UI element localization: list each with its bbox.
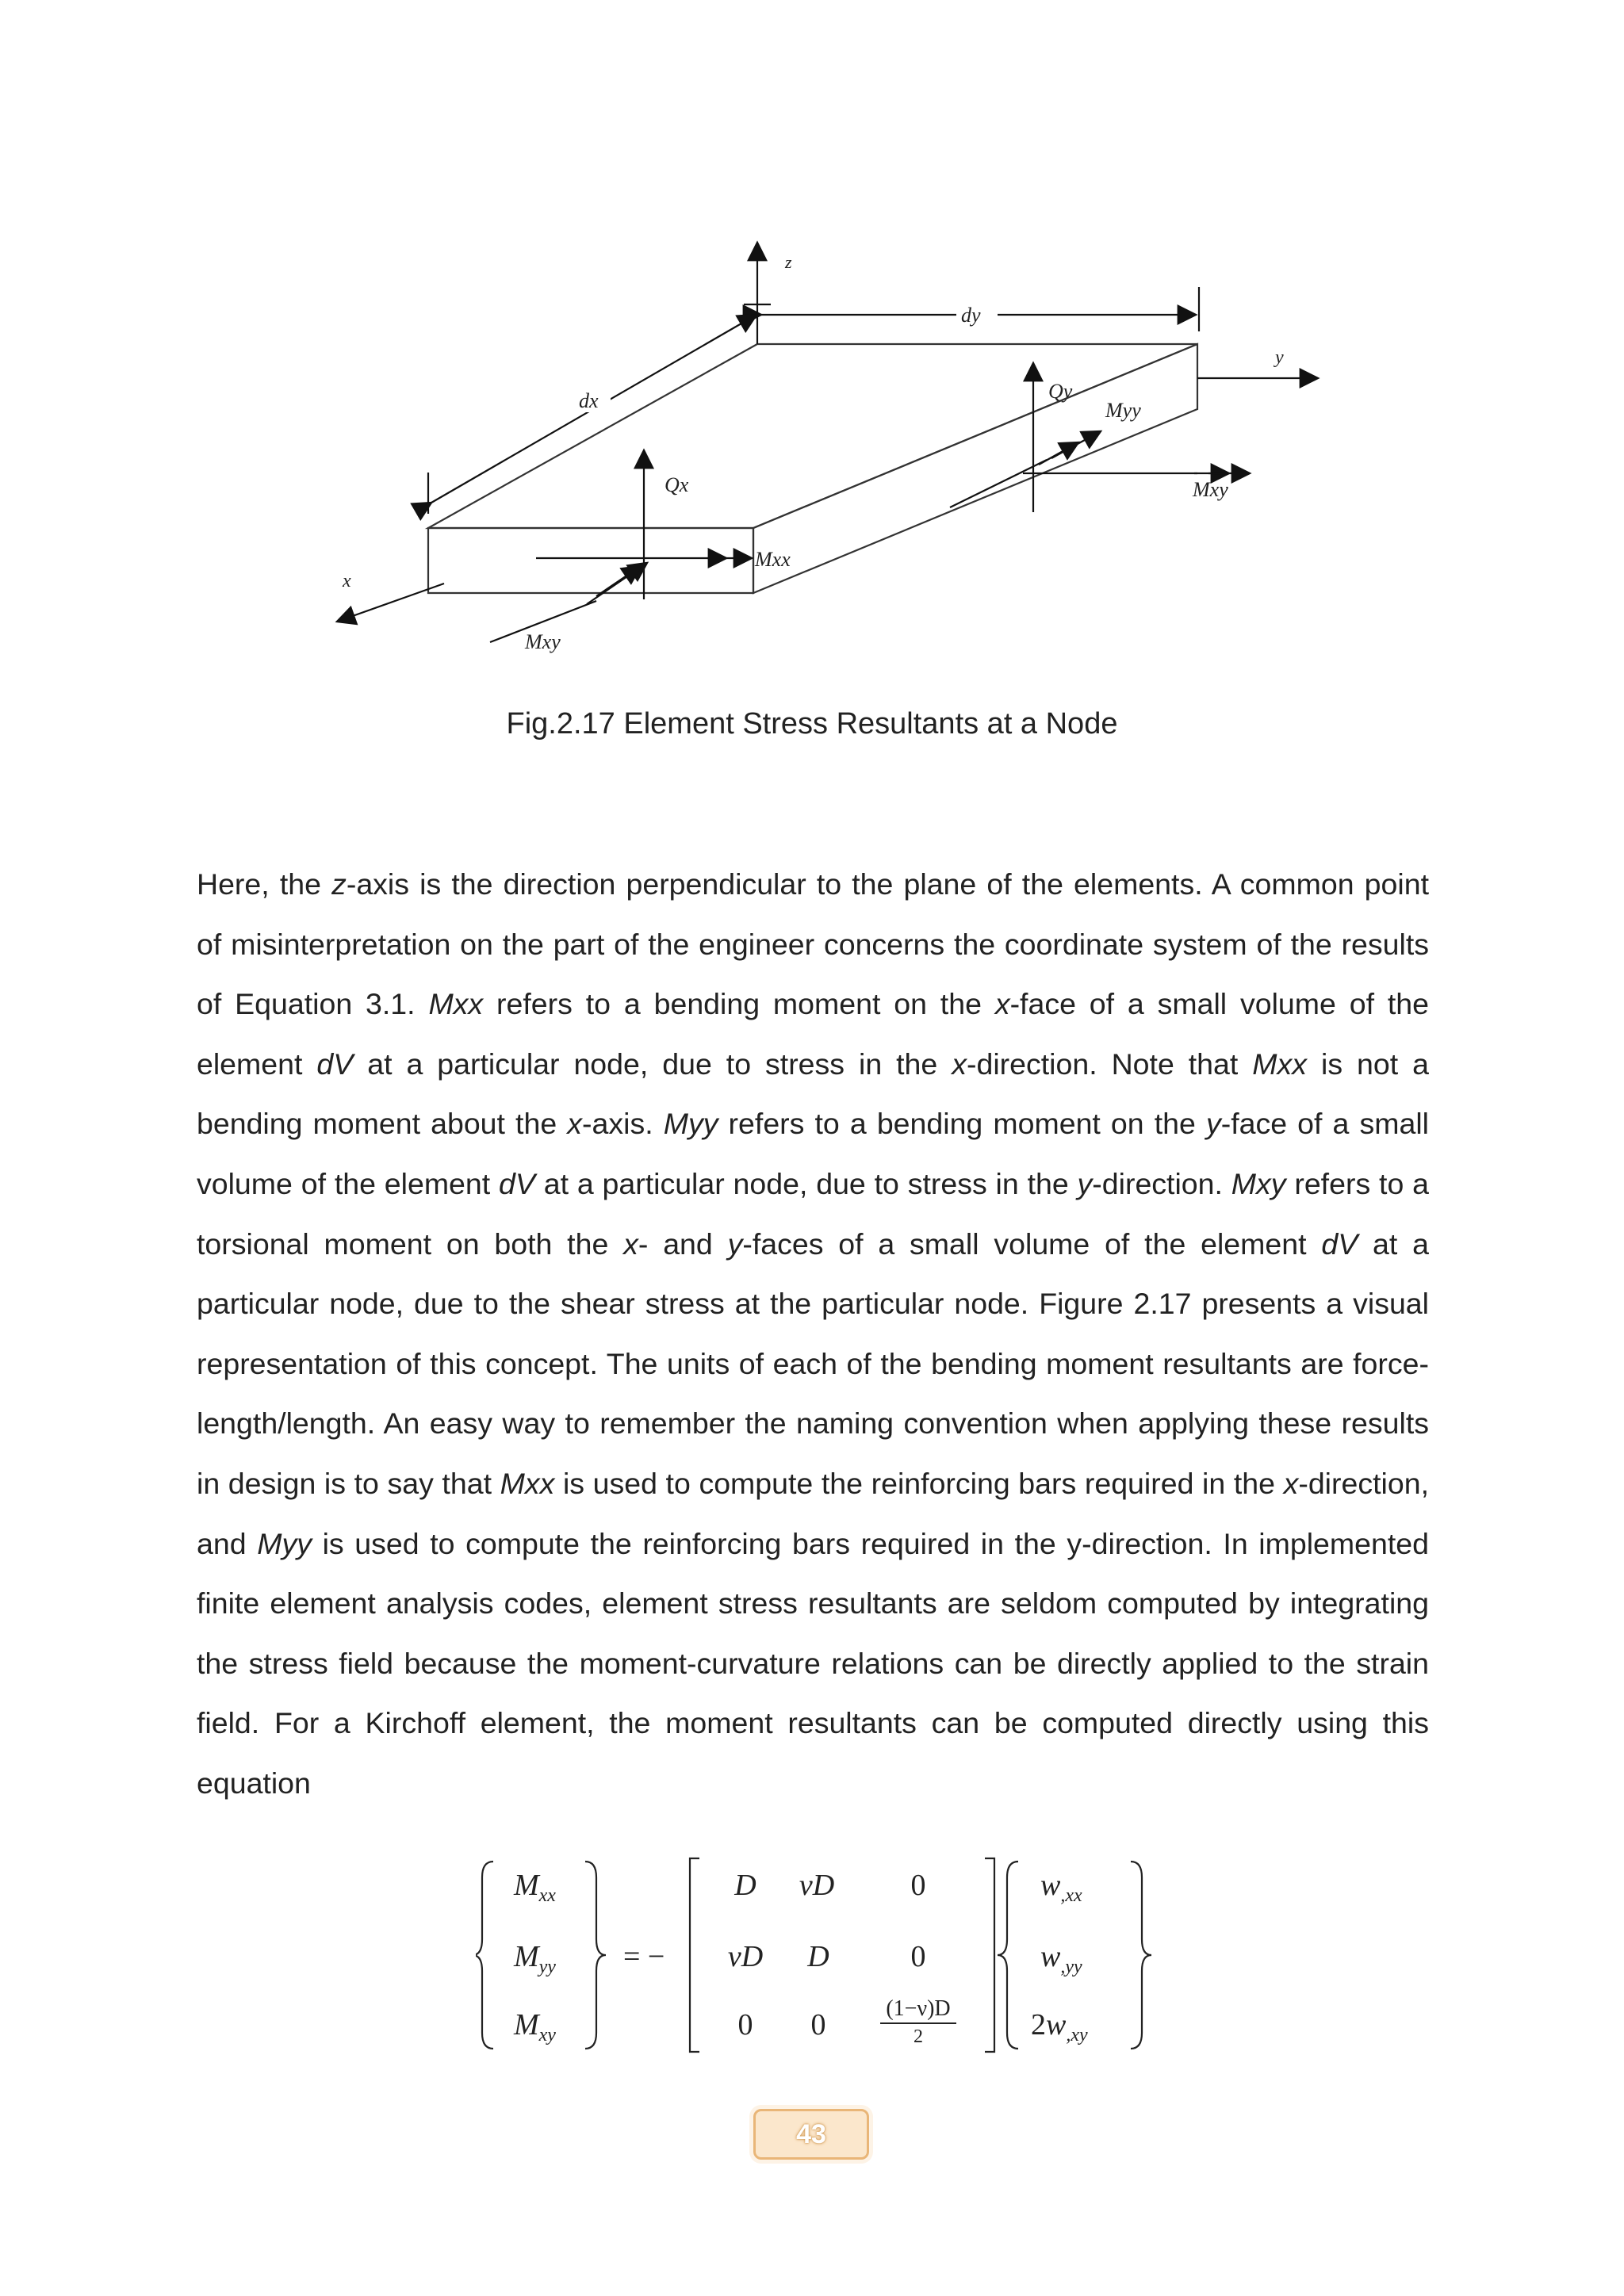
matrix-cell-2-0: 0 (737, 2008, 753, 2042)
text-run: is not a bending moment about the (197, 1047, 1429, 1141)
italic-term: Myy (257, 1526, 312, 1560)
plate-front-face (428, 528, 753, 593)
mxy-front-arrow (587, 563, 647, 604)
page-number-badge (753, 2109, 869, 2160)
body-paragraph (197, 855, 1429, 1814)
matrix-cell-2-2-fraction (880, 1996, 956, 2047)
mxx-label: Mxx (755, 548, 791, 571)
italic-term: x (623, 1226, 638, 1261)
matrix-cell-2-1: 0 (810, 2008, 826, 2042)
italic-term: y (1205, 1107, 1221, 1141)
text-run: at a particular node, due to stress in the (353, 1047, 952, 1081)
text-run: - and (638, 1226, 728, 1261)
italic-term: Mxx (500, 1466, 555, 1500)
text-run: at a particular node, due to the shear stress at the particular node. Figure 2.17 presents a visual representation of this concept. The units of each of the bending moment resultants are force-length/length. An easy way to remember the naming convention when applying these results in design is to say that (197, 1226, 1430, 1500)
matrix-cell-1-2: 0 (910, 1940, 926, 1973)
text-run: -face of a small volume of the element (197, 987, 1430, 1081)
matrix-cell-1-1: D (807, 1940, 829, 1973)
italic-term: dV (499, 1166, 535, 1200)
lhs-myy: $M_{yy}$ (514, 1940, 556, 1977)
plate-right-face (753, 344, 1197, 593)
italic-term: x (994, 987, 1010, 1021)
matrix-left-bracket (690, 1858, 699, 2052)
qx-label: Qx (665, 473, 689, 496)
italic-term: Mxx (428, 987, 484, 1021)
text-run: -face of a small volume of the element (197, 1107, 1430, 1200)
page-number: 43 (796, 2119, 826, 2149)
text-run: Here, the (197, 867, 332, 901)
stress-resultants-figure (317, 230, 1348, 674)
rhs-left-brace (998, 1862, 1018, 2049)
y-label: y (1275, 347, 1284, 368)
italic-term: Myy (663, 1107, 718, 1141)
text-run: -axis. (582, 1107, 664, 1141)
text-run: refers to a torsional moment on both the (197, 1166, 1429, 1261)
myy-line (950, 460, 1047, 507)
moment-resultant-equation (476, 1847, 1158, 2063)
italic-term: x (567, 1107, 583, 1141)
italic-term: y (1077, 1166, 1093, 1200)
text-run: -direction. Note that (966, 1047, 1253, 1081)
text-run: -direction. (1092, 1166, 1231, 1200)
text-run: refers to a bending moment on the (483, 987, 995, 1021)
italic-term: Mxx (1252, 1047, 1308, 1081)
fraction-denominator: 2 (914, 2026, 923, 2047)
dy-label: dy (961, 304, 981, 327)
mxy-right-label: Mxy (1193, 478, 1228, 501)
z-label: z (785, 252, 792, 272)
lhs-right-brace (585, 1862, 606, 2049)
italic-term: x (1283, 1466, 1299, 1500)
matrix-right-bracket (985, 1858, 994, 2052)
plate-top-face (428, 344, 1197, 528)
italic-term: dV (1321, 1226, 1358, 1261)
italic-term: Mxy (1231, 1166, 1286, 1200)
rhs-w-xx: $w_{,xx}$ (1040, 1869, 1082, 1906)
lhs-mxy: $M_{xy}$ (514, 2008, 556, 2045)
text-run: refers to a bending moment on the (718, 1107, 1206, 1141)
lhs-left-brace (476, 1862, 493, 2049)
x-axis (337, 584, 444, 622)
italic-term: dV (316, 1047, 354, 1081)
equals-minus-sign: = − (623, 1940, 665, 1973)
matrix-cell-0-2: 0 (910, 1869, 926, 1902)
matrix-cell-0-0: D (734, 1869, 756, 1902)
rhs-w-yy: $w_{,yy}$ (1040, 1940, 1082, 1977)
dx-label: dx (579, 389, 599, 412)
text-run: is used to compute the reinforcing bars required in the y-direction. In implemented finite element analysis codes, element stress resultants are seldom computed by integrating the stress field because the moment-curvature relations can be directly applied to the strain field. For a Kirchoff element, the moment resultants can be computed directly using this equation (197, 1526, 1429, 1800)
text-run: at a particular node, due to stress in the (534, 1166, 1078, 1200)
myy-label: Myy (1105, 399, 1141, 422)
qy-label: Qy (1048, 380, 1073, 403)
x-label: x (343, 571, 351, 591)
italic-term: x (952, 1047, 967, 1081)
text-run: -faces of a small volume of the element (742, 1226, 1322, 1261)
text-run: is used to compute the reinforcing bars required in the (554, 1466, 1284, 1500)
lhs-mxx: $M_{xx}$ (514, 1869, 556, 1906)
italic-term: z (331, 867, 347, 901)
text-run: -axis is the direction perpendicular to the plane of the elements. A common point of misinterpretation on the part of the engineer concerns the coordinate system of the results of Equation 3.1. (197, 867, 1429, 1021)
figure-caption: Fig.2.17 Element Stress Resultants at a Node (506, 707, 1118, 740)
rhs-right-brace (1131, 1862, 1151, 2049)
matrix-cell-1-0: νD (727, 1940, 764, 1973)
italic-term: y (727, 1226, 743, 1261)
rhs-2w-xy: $2w_{,xy}$ (1031, 2008, 1088, 2045)
fraction-numerator: (1−ν)D (886, 1996, 951, 2021)
text-run: -direction, and (197, 1466, 1429, 1560)
matrix-cell-0-1: νD (799, 1869, 835, 1902)
mxy-front-label: Mxy (525, 630, 561, 653)
